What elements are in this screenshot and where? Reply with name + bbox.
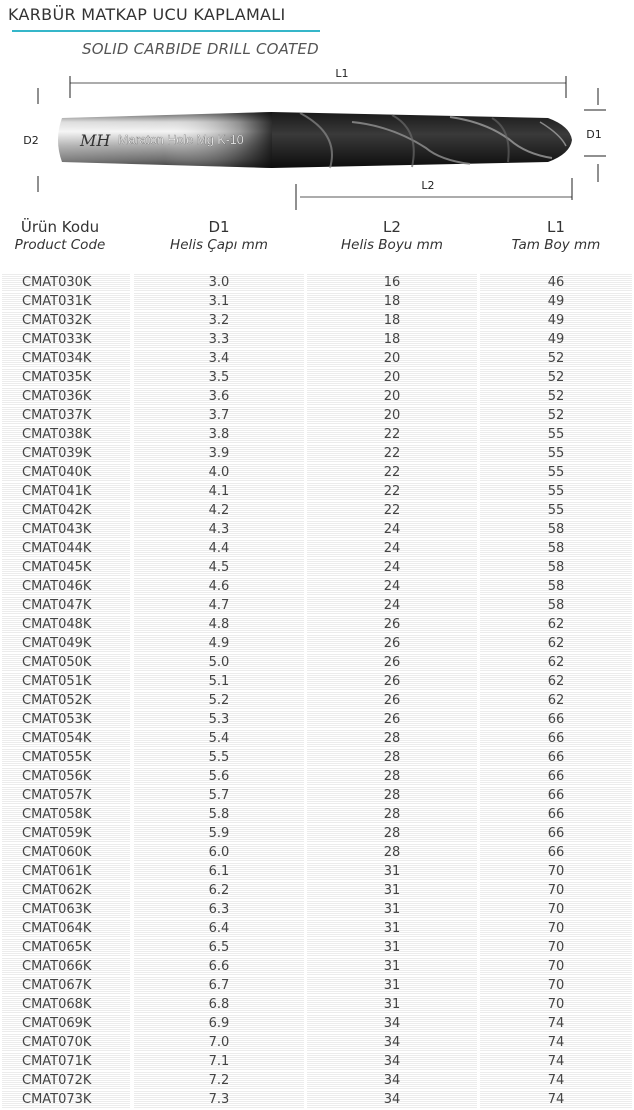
d1-cell: 4.7 xyxy=(134,597,304,614)
d1-cell: 6.4 xyxy=(134,920,304,937)
l2-cell: 26 xyxy=(307,711,477,728)
d1-cell: 5.8 xyxy=(134,806,304,823)
table-row xyxy=(0,995,634,1014)
product-code-cell: CMAT040K xyxy=(2,464,130,481)
l1-cell: 58 xyxy=(480,578,632,595)
table-row xyxy=(0,786,634,805)
product-code-cell: CMAT042K xyxy=(2,502,130,519)
l2-cell: 22 xyxy=(307,502,477,519)
table-row xyxy=(0,615,634,634)
table-row xyxy=(0,387,634,406)
l2-cell: 34 xyxy=(307,1091,477,1108)
d1-cell: 6.1 xyxy=(134,863,304,880)
product-code-cell: CMAT038K xyxy=(2,426,130,443)
l2-cell: 34 xyxy=(307,1072,477,1089)
column-header-d1: D1 Helis Çapı mm xyxy=(170,218,268,253)
product-code-cell: CMAT039K xyxy=(2,445,130,462)
product-code-cell: CMAT068K xyxy=(2,996,130,1013)
d1-cell: 5.7 xyxy=(134,787,304,804)
d1-cell: 7.2 xyxy=(134,1072,304,1089)
l2-cell: 20 xyxy=(307,407,477,424)
l1-cell: 74 xyxy=(480,1034,632,1051)
product-code-cell: CMAT049K xyxy=(2,635,130,652)
l2-cell: 28 xyxy=(307,787,477,804)
table-row xyxy=(0,881,634,900)
page-subtitle: SOLID CARBIDE DRILL COATED xyxy=(82,40,319,58)
l2-cell: 22 xyxy=(307,445,477,462)
d1-label: D1 xyxy=(586,128,602,141)
table-row xyxy=(0,501,634,520)
l1-cell: 46 xyxy=(480,274,632,291)
product-code-cell: CMAT033K xyxy=(2,331,130,348)
l2-cell: 28 xyxy=(307,749,477,766)
product-code-cell: CMAT070K xyxy=(2,1034,130,1051)
product-code-cell: CMAT060K xyxy=(2,844,130,861)
shank-marking: Maraton Hole Mg K-10 xyxy=(118,133,244,147)
d1-cell: 5.4 xyxy=(134,730,304,747)
d1-cell: 3.9 xyxy=(134,445,304,462)
l2-cell: 31 xyxy=(307,920,477,937)
d1-cell: 3.8 xyxy=(134,426,304,443)
l2-cell: 31 xyxy=(307,939,477,956)
table-row xyxy=(0,1071,634,1090)
l1-cell: 55 xyxy=(480,502,632,519)
l2-cell: 28 xyxy=(307,768,477,785)
d1-cell: 4.9 xyxy=(134,635,304,652)
l2-cell: 26 xyxy=(307,692,477,709)
l2-cell: 18 xyxy=(307,312,477,329)
table-row xyxy=(0,1052,634,1071)
table-row xyxy=(0,273,634,292)
l1-cell: 55 xyxy=(480,464,632,481)
l2-cell: 34 xyxy=(307,1053,477,1070)
l1-cell: 70 xyxy=(480,920,632,937)
d1-cell: 6.8 xyxy=(134,996,304,1013)
product-code-cell: CMAT047K xyxy=(2,597,130,614)
l2-cell: 24 xyxy=(307,540,477,557)
l1-cell: 55 xyxy=(480,426,632,443)
l1-cell: 70 xyxy=(480,863,632,880)
table-row xyxy=(0,634,634,653)
table-row xyxy=(0,862,634,881)
l1-cell: 58 xyxy=(480,559,632,576)
product-code-cell: CMAT071K xyxy=(2,1053,130,1070)
d1-cell: 7.3 xyxy=(134,1091,304,1108)
l2-cell: 26 xyxy=(307,654,477,671)
l1-cell: 74 xyxy=(480,1053,632,1070)
d1-cell: 6.3 xyxy=(134,901,304,918)
l1-cell: 55 xyxy=(480,483,632,500)
l2-cell: 28 xyxy=(307,730,477,747)
l1-cell: 70 xyxy=(480,996,632,1013)
l1-cell: 66 xyxy=(480,806,632,823)
product-code-cell: CMAT044K xyxy=(2,540,130,557)
table-row xyxy=(0,463,634,482)
l2-cell: 28 xyxy=(307,806,477,823)
product-code-cell: CMAT053K xyxy=(2,711,130,728)
l2-cell: 28 xyxy=(307,844,477,861)
product-code-cell: CMAT036K xyxy=(2,388,130,405)
d1-cell: 3.5 xyxy=(134,369,304,386)
d2-label: D2 xyxy=(23,134,39,147)
l1-cell: 62 xyxy=(480,654,632,671)
table-row xyxy=(0,406,634,425)
l1-cell: 70 xyxy=(480,939,632,956)
product-code-cell: CMAT062K xyxy=(2,882,130,899)
d1-cell: 3.2 xyxy=(134,312,304,329)
product-code-cell: CMAT031K xyxy=(2,293,130,310)
l2-cell: 31 xyxy=(307,958,477,975)
l1-cell: 74 xyxy=(480,1091,632,1108)
l1-dimension xyxy=(70,67,566,98)
product-code-cell: CMAT048K xyxy=(2,616,130,633)
l1-cell: 58 xyxy=(480,597,632,614)
drill-diagram xyxy=(0,60,634,215)
l1-cell: 58 xyxy=(480,540,632,557)
l2-cell: 20 xyxy=(307,388,477,405)
d1-cell: 4.4 xyxy=(134,540,304,557)
l2-cell: 34 xyxy=(307,1034,477,1051)
l2-cell: 22 xyxy=(307,464,477,481)
l1-cell: 62 xyxy=(480,616,632,633)
d1-cell: 4.3 xyxy=(134,521,304,538)
product-code-cell: CMAT032K xyxy=(2,312,130,329)
d1-cell: 4.8 xyxy=(134,616,304,633)
table-row xyxy=(0,900,634,919)
product-code-cell: CMAT063K xyxy=(2,901,130,918)
d1-cell: 5.6 xyxy=(134,768,304,785)
table-row xyxy=(0,672,634,691)
table-row xyxy=(0,520,634,539)
l1-cell: 55 xyxy=(480,445,632,462)
d1-cell: 5.5 xyxy=(134,749,304,766)
l1-cell: 62 xyxy=(480,673,632,690)
table-row xyxy=(0,710,634,729)
l1-cell: 66 xyxy=(480,825,632,842)
l2-cell: 31 xyxy=(307,996,477,1013)
table-row xyxy=(0,311,634,330)
d1-cell: 4.5 xyxy=(134,559,304,576)
l1-cell: 52 xyxy=(480,388,632,405)
product-code-cell: CMAT045K xyxy=(2,559,130,576)
product-code-cell: CMAT065K xyxy=(2,939,130,956)
brand-logo: MH xyxy=(80,131,111,150)
l1-cell: 52 xyxy=(480,350,632,367)
d1-cell: 5.9 xyxy=(134,825,304,842)
table-row xyxy=(0,938,634,957)
l1-cell: 49 xyxy=(480,293,632,310)
table-row xyxy=(0,596,634,615)
d1-cell: 5.0 xyxy=(134,654,304,671)
table-row xyxy=(0,349,634,368)
l1-cell: 74 xyxy=(480,1015,632,1032)
l2-cell: 26 xyxy=(307,616,477,633)
l2-cell: 31 xyxy=(307,901,477,918)
d1-cell: 4.2 xyxy=(134,502,304,519)
l1-cell: 66 xyxy=(480,730,632,747)
l2-cell: 24 xyxy=(307,521,477,538)
l1-cell: 66 xyxy=(480,787,632,804)
product-code-cell: CMAT058K xyxy=(2,806,130,823)
d1-cell: 5.3 xyxy=(134,711,304,728)
d2-dimension xyxy=(23,88,38,192)
table-row xyxy=(0,653,634,672)
d1-cell: 7.0 xyxy=(134,1034,304,1051)
l1-cell: 66 xyxy=(480,768,632,785)
column-header-l1: L1 Tam Boy mm xyxy=(511,218,601,253)
d1-cell: 6.2 xyxy=(134,882,304,899)
d1-cell: 3.7 xyxy=(134,407,304,424)
l2-cell: 20 xyxy=(307,369,477,386)
table-row xyxy=(0,976,634,995)
table-row xyxy=(0,767,634,786)
l2-cell: 34 xyxy=(307,1015,477,1032)
product-code-cell: CMAT050K xyxy=(2,654,130,671)
product-code-cell: CMAT069K xyxy=(2,1015,130,1032)
l2-cell: 26 xyxy=(307,635,477,652)
product-code-cell: CMAT066K xyxy=(2,958,130,975)
product-code-cell: CMAT030K xyxy=(2,274,130,291)
table-row xyxy=(0,558,634,577)
product-code-cell: CMAT061K xyxy=(2,863,130,880)
l2-cell: 16 xyxy=(307,274,477,291)
column-header-l2: L2 Helis Boyu mm xyxy=(341,218,443,253)
table-row xyxy=(0,748,634,767)
product-code-cell: CMAT035K xyxy=(2,369,130,386)
d1-cell: 5.1 xyxy=(134,673,304,690)
product-code-cell: CMAT051K xyxy=(2,673,130,690)
l1-cell: 62 xyxy=(480,635,632,652)
l2-cell: 26 xyxy=(307,673,477,690)
product-code-cell: CMAT054K xyxy=(2,730,130,747)
product-code-cell: CMAT034K xyxy=(2,350,130,367)
table-row xyxy=(0,729,634,748)
l2-cell: 24 xyxy=(307,559,477,576)
table-header xyxy=(0,218,634,262)
l2-cell: 28 xyxy=(307,825,477,842)
l2-cell: 24 xyxy=(307,597,477,614)
d1-cell: 3.1 xyxy=(134,293,304,310)
l1-cell: 62 xyxy=(480,692,632,709)
table-row xyxy=(0,368,634,387)
table-row xyxy=(0,330,634,349)
table-row xyxy=(0,1014,634,1033)
l1-cell: 49 xyxy=(480,331,632,348)
l1-cell: 70 xyxy=(480,882,632,899)
d1-cell: 4.0 xyxy=(134,464,304,481)
product-code-cell: CMAT059K xyxy=(2,825,130,842)
d1-cell: 3.4 xyxy=(134,350,304,367)
l2-cell: 22 xyxy=(307,426,477,443)
table-row xyxy=(0,292,634,311)
l1-cell: 74 xyxy=(480,1072,632,1089)
l1-cell: 49 xyxy=(480,312,632,329)
table-row xyxy=(0,919,634,938)
l2-cell: 31 xyxy=(307,863,477,880)
d1-cell: 6.6 xyxy=(134,958,304,975)
l2-label: L2 xyxy=(421,179,435,192)
d1-cell: 5.2 xyxy=(134,692,304,709)
product-code-cell: CMAT041K xyxy=(2,483,130,500)
l1-cell: 70 xyxy=(480,901,632,918)
product-code-cell: CMAT043K xyxy=(2,521,130,538)
product-code-cell: CMAT067K xyxy=(2,977,130,994)
table-row xyxy=(0,539,634,558)
product-code-cell: CMAT055K xyxy=(2,749,130,766)
product-code-cell: CMAT073K xyxy=(2,1091,130,1108)
column-header-product-code: Ürün Kodu Product Code xyxy=(14,218,106,253)
table-row xyxy=(0,957,634,976)
l1-cell: 70 xyxy=(480,977,632,994)
d1-cell: 6.7 xyxy=(134,977,304,994)
table-row xyxy=(0,482,634,501)
l1-label: L1 xyxy=(335,67,349,80)
d1-cell: 4.6 xyxy=(134,578,304,595)
table-row xyxy=(0,425,634,444)
l1-cell: 66 xyxy=(480,711,632,728)
d1-cell: 7.1 xyxy=(134,1053,304,1070)
d1-cell: 4.1 xyxy=(134,483,304,500)
product-table xyxy=(0,273,634,1109)
l2-cell: 18 xyxy=(307,293,477,310)
page-title: KARBÜR MATKAP UCU KAPLAMALI xyxy=(8,5,286,24)
drill-illustration xyxy=(58,112,572,168)
d1-cell: 6.9 xyxy=(134,1015,304,1032)
l2-dimension xyxy=(296,178,572,210)
product-code-cell: CMAT072K xyxy=(2,1072,130,1089)
table-row xyxy=(0,824,634,843)
product-code-cell: CMAT052K xyxy=(2,692,130,709)
product-code-cell: CMAT037K xyxy=(2,407,130,424)
product-code-cell: CMAT056K xyxy=(2,768,130,785)
product-code-cell: CMAT046K xyxy=(2,578,130,595)
table-row xyxy=(0,843,634,862)
l2-cell: 31 xyxy=(307,977,477,994)
l2-cell: 22 xyxy=(307,483,477,500)
table-row xyxy=(0,691,634,710)
product-code-cell: CMAT057K xyxy=(2,787,130,804)
l2-cell: 24 xyxy=(307,578,477,595)
l1-cell: 66 xyxy=(480,844,632,861)
d1-cell: 6.5 xyxy=(134,939,304,956)
table-row xyxy=(0,1090,634,1109)
l1-cell: 70 xyxy=(480,958,632,975)
d1-dimension xyxy=(584,88,606,182)
d1-cell: 3.0 xyxy=(134,274,304,291)
d1-cell: 3.3 xyxy=(134,331,304,348)
title-underline xyxy=(12,30,320,32)
l2-cell: 18 xyxy=(307,331,477,348)
table-row xyxy=(0,577,634,596)
table-row xyxy=(0,444,634,463)
l1-cell: 52 xyxy=(480,407,632,424)
d1-cell: 3.6 xyxy=(134,388,304,405)
table-row xyxy=(0,805,634,824)
table-row xyxy=(0,1033,634,1052)
product-code-cell: CMAT064K xyxy=(2,920,130,937)
l1-cell: 66 xyxy=(480,749,632,766)
l2-cell: 20 xyxy=(307,350,477,367)
l1-cell: 52 xyxy=(480,369,632,386)
d1-cell: 6.0 xyxy=(134,844,304,861)
l1-cell: 58 xyxy=(480,521,632,538)
l2-cell: 31 xyxy=(307,882,477,899)
